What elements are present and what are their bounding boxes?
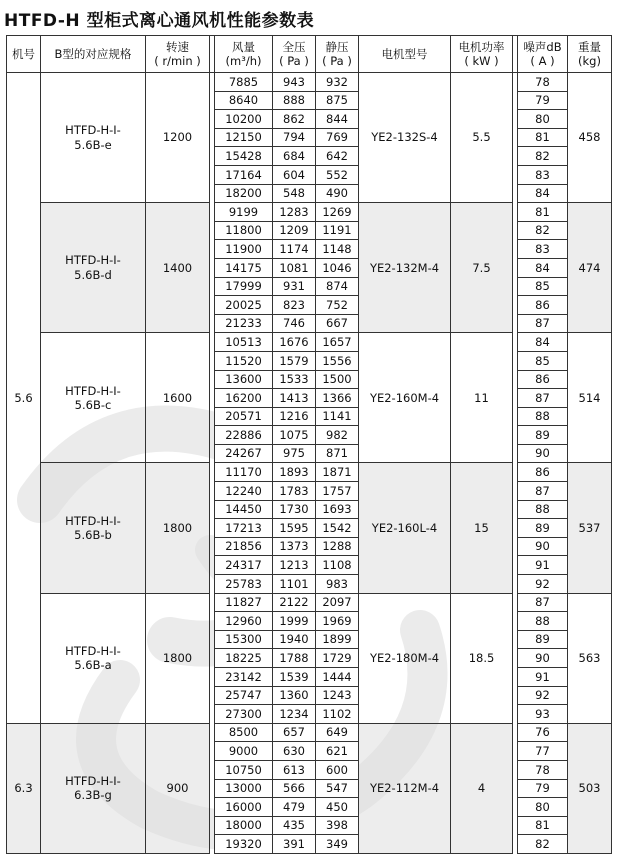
cell-static-pressure: 490 [316, 184, 359, 203]
cell-airflow: 14450 [215, 500, 273, 519]
cell-noise: 90 [518, 537, 568, 556]
cell-airflow: 23142 [215, 668, 273, 687]
cell-total-pressure: 1413 [273, 389, 316, 408]
cell-total-pressure: 391 [273, 835, 316, 854]
cell-airflow: 12150 [215, 128, 273, 147]
cell-static-pressure: 1243 [316, 686, 359, 705]
table-row [7, 723, 612, 742]
table-row [7, 333, 612, 352]
cell-noise: 87 [518, 314, 568, 333]
cell-noise: 90 [518, 444, 568, 463]
cell-static-pressure: 844 [316, 110, 359, 129]
header-total-pressure: 全压 ( Pa ) [273, 36, 316, 73]
cell-total-pressure: 435 [273, 816, 316, 835]
spec-line-2: 5.6B-d [74, 267, 112, 282]
cell-airflow: 13600 [215, 370, 273, 389]
cell-total-pressure: 1579 [273, 351, 316, 370]
cell-motor-power: 7.5 [451, 203, 513, 333]
cell-noise: 91 [518, 556, 568, 575]
cell-noise: 78 [518, 73, 568, 92]
cell-total-pressure: 1999 [273, 612, 316, 631]
cell-spec [41, 73, 146, 203]
cell-total-pressure: 657 [273, 723, 316, 742]
cell-total-pressure: 1940 [273, 630, 316, 649]
cell-static-pressure: 450 [316, 798, 359, 817]
cell-noise: 88 [518, 612, 568, 631]
cell-speed: 1600 [146, 333, 210, 463]
cell-noise: 84 [518, 184, 568, 203]
cell-static-pressure: 983 [316, 575, 359, 594]
cell-total-pressure: 630 [273, 742, 316, 761]
cell-speed: 1800 [146, 463, 210, 593]
spec-line-2: 5.6B-a [74, 658, 112, 673]
cell-machine-no: 5.6 [7, 73, 41, 724]
cell-total-pressure: 566 [273, 779, 316, 798]
cell-static-pressure: 2097 [316, 593, 359, 612]
cell-spec [41, 723, 146, 853]
cell-total-pressure: 1788 [273, 649, 316, 668]
spec-line-1: HTFD-H-I- [65, 253, 121, 268]
cell-airflow: 22886 [215, 426, 273, 445]
cell-airflow: 17213 [215, 519, 273, 538]
table-row [7, 593, 612, 612]
spec-line-2: 6.3B-g [74, 788, 112, 803]
cell-motor-model: YE2-132M-4 [359, 203, 451, 333]
cell-total-pressure: 794 [273, 128, 316, 147]
cell-airflow: 17999 [215, 277, 273, 296]
table-body [7, 73, 612, 854]
cell-airflow: 21233 [215, 314, 273, 333]
cell-noise: 83 [518, 240, 568, 259]
spec-line-1: HTFD-H-I- [65, 123, 121, 138]
cell-static-pressure: 769 [316, 128, 359, 147]
cell-static-pressure: 874 [316, 277, 359, 296]
cell-airflow: 16200 [215, 389, 273, 408]
spec-line-2: 5.6B-b [74, 528, 112, 543]
cell-total-pressure: 1234 [273, 705, 316, 724]
spec-line-1: HTFD-H-I- [65, 773, 121, 788]
spec-line-2: 5.6B-e [74, 137, 112, 152]
cell-noise: 86 [518, 296, 568, 315]
cell-airflow: 13000 [215, 779, 273, 798]
cell-static-pressure: 1102 [316, 705, 359, 724]
cell-noise: 82 [518, 221, 568, 240]
cell-airflow: 15428 [215, 147, 273, 166]
cell-total-pressure: 1101 [273, 575, 316, 594]
cell-static-pressure: 932 [316, 73, 359, 92]
cell-total-pressure: 823 [273, 296, 316, 315]
cell-airflow: 11800 [215, 221, 273, 240]
cell-speed: 1400 [146, 203, 210, 333]
cell-noise: 83 [518, 165, 568, 184]
cell-noise: 87 [518, 389, 568, 408]
cell-static-pressure: 871 [316, 444, 359, 463]
cell-noise: 82 [518, 147, 568, 166]
cell-motor-model: YE2-160L-4 [359, 463, 451, 593]
cell-noise: 89 [518, 630, 568, 649]
cell-airflow: 24267 [215, 444, 273, 463]
cell-total-pressure: 931 [273, 277, 316, 296]
cell-total-pressure: 548 [273, 184, 316, 203]
cell-weight: 474 [568, 203, 612, 333]
cell-motor-power: 15 [451, 463, 513, 593]
cell-airflow: 14175 [215, 258, 273, 277]
cell-total-pressure: 1283 [273, 203, 316, 222]
cell-noise: 81 [518, 203, 568, 222]
page-title: HTFD-H 型柜式离心通风机性能参数表 [4, 11, 315, 31]
cell-airflow: 9199 [215, 203, 273, 222]
cell-noise: 84 [518, 258, 568, 277]
cell-static-pressure: 1871 [316, 463, 359, 482]
cell-spec [41, 593, 146, 723]
cell-static-pressure: 547 [316, 779, 359, 798]
table-row [7, 203, 612, 222]
cell-speed: 1200 [146, 73, 210, 203]
cell-static-pressure: 667 [316, 314, 359, 333]
cell-noise: 89 [518, 519, 568, 538]
cell-total-pressure: 2122 [273, 593, 316, 612]
cell-airflow: 11827 [215, 593, 273, 612]
cell-noise: 93 [518, 705, 568, 724]
cell-total-pressure: 1174 [273, 240, 316, 259]
header-machine-no: 机号 [7, 36, 41, 73]
cell-airflow: 11900 [215, 240, 273, 259]
cell-total-pressure: 1783 [273, 482, 316, 501]
spec-line-1: HTFD-H-I- [65, 643, 121, 658]
cell-motor-power: 4 [451, 723, 513, 853]
header-row [7, 36, 612, 73]
cell-total-pressure: 746 [273, 314, 316, 333]
cell-static-pressure: 600 [316, 760, 359, 779]
cell-noise: 80 [518, 798, 568, 817]
cell-noise: 86 [518, 370, 568, 389]
cell-total-pressure: 613 [273, 760, 316, 779]
cell-total-pressure: 1216 [273, 407, 316, 426]
cell-static-pressure: 1148 [316, 240, 359, 259]
cell-noise: 76 [518, 723, 568, 742]
cell-static-pressure: 1108 [316, 556, 359, 575]
cell-static-pressure: 982 [316, 426, 359, 445]
cell-airflow: 10513 [215, 333, 273, 352]
header-noise: 噪声dB ( A ) [518, 36, 568, 73]
cell-static-pressure: 1366 [316, 389, 359, 408]
cell-total-pressure: 684 [273, 147, 316, 166]
cell-noise: 89 [518, 426, 568, 445]
cell-motor-model: YE2-160M-4 [359, 333, 451, 463]
cell-total-pressure: 604 [273, 165, 316, 184]
cell-airflow: 20571 [215, 407, 273, 426]
cell-noise: 86 [518, 463, 568, 482]
cell-total-pressure: 1213 [273, 556, 316, 575]
cell-total-pressure: 1533 [273, 370, 316, 389]
header-airflow: 风量 (m³/h) [215, 36, 273, 73]
cell-static-pressure: 552 [316, 165, 359, 184]
cell-total-pressure: 1676 [273, 333, 316, 352]
cell-weight: 563 [568, 593, 612, 723]
cell-static-pressure: 1757 [316, 482, 359, 501]
cell-static-pressure: 649 [316, 723, 359, 742]
cell-static-pressure: 398 [316, 816, 359, 835]
cell-motor-power: 18.5 [451, 593, 513, 723]
cell-airflow: 11170 [215, 463, 273, 482]
cell-static-pressure: 1500 [316, 370, 359, 389]
cell-motor-model: YE2-132S-4 [359, 73, 451, 203]
cell-noise: 92 [518, 575, 568, 594]
cell-static-pressure: 1899 [316, 630, 359, 649]
spec-line-1: HTFD-H-I- [65, 383, 121, 398]
cell-noise: 82 [518, 835, 568, 854]
cell-airflow: 10750 [215, 760, 273, 779]
cell-static-pressure: 621 [316, 742, 359, 761]
cell-static-pressure: 1269 [316, 203, 359, 222]
cell-spec [41, 463, 146, 593]
cell-motor-power: 5.5 [451, 73, 513, 203]
cell-static-pressure: 1288 [316, 537, 359, 556]
table-row [7, 463, 612, 482]
cell-weight: 458 [568, 73, 612, 203]
spec-line-2: 5.6B-c [74, 397, 112, 412]
cell-airflow: 9000 [215, 742, 273, 761]
cell-noise: 80 [518, 110, 568, 129]
cell-airflow: 16000 [215, 798, 273, 817]
cell-weight: 537 [568, 463, 612, 593]
spec-line-1: HTFD-H-I- [65, 513, 121, 528]
cell-noise: 84 [518, 333, 568, 352]
cell-static-pressure: 1556 [316, 351, 359, 370]
header-motor-model: 电机型号 [359, 36, 451, 73]
cell-motor-model: YE2-112M-4 [359, 723, 451, 853]
cell-noise: 81 [518, 816, 568, 835]
cell-total-pressure: 1373 [273, 537, 316, 556]
cell-total-pressure: 1730 [273, 500, 316, 519]
header-static-pressure: 静压 ( Pa ) [316, 36, 359, 73]
cell-noise: 90 [518, 649, 568, 668]
cell-airflow: 18000 [215, 816, 273, 835]
cell-total-pressure: 1893 [273, 463, 316, 482]
cell-machine-no: 6.3 [7, 723, 41, 853]
cell-motor-model: YE2-180M-4 [359, 593, 451, 723]
cell-airflow: 24317 [215, 556, 273, 575]
cell-speed: 1800 [146, 593, 210, 723]
cell-weight: 503 [568, 723, 612, 853]
cell-total-pressure: 943 [273, 73, 316, 92]
cell-airflow: 7885 [215, 73, 273, 92]
cell-static-pressure: 875 [316, 91, 359, 110]
cell-total-pressure: 888 [273, 91, 316, 110]
cell-total-pressure: 1209 [273, 221, 316, 240]
cell-spec [41, 203, 146, 333]
cell-airflow: 25747 [215, 686, 273, 705]
cell-total-pressure: 1539 [273, 668, 316, 687]
cell-noise: 81 [518, 128, 568, 147]
header-spec: B型的对应规格 [41, 36, 146, 73]
cell-airflow: 20025 [215, 296, 273, 315]
cell-noise: 87 [518, 593, 568, 612]
cell-spec [41, 333, 146, 463]
cell-motor-power: 11 [451, 333, 513, 463]
cell-noise: 85 [518, 351, 568, 370]
cell-static-pressure: 1141 [316, 407, 359, 426]
cell-static-pressure: 752 [316, 296, 359, 315]
table-row [7, 73, 612, 92]
cell-static-pressure: 642 [316, 147, 359, 166]
cell-airflow: 18225 [215, 649, 273, 668]
cell-noise: 88 [518, 407, 568, 426]
cell-total-pressure: 1081 [273, 258, 316, 277]
cell-noise: 87 [518, 482, 568, 501]
cell-static-pressure: 349 [316, 835, 359, 854]
cell-airflow: 12960 [215, 612, 273, 631]
cell-static-pressure: 1542 [316, 519, 359, 538]
cell-total-pressure: 975 [273, 444, 316, 463]
cell-airflow: 25783 [215, 575, 273, 594]
cell-static-pressure: 1969 [316, 612, 359, 631]
cell-static-pressure: 1191 [316, 221, 359, 240]
cell-noise: 91 [518, 668, 568, 687]
cell-noise: 88 [518, 500, 568, 519]
cell-total-pressure: 479 [273, 798, 316, 817]
cell-total-pressure: 1075 [273, 426, 316, 445]
cell-airflow: 21856 [215, 537, 273, 556]
cell-airflow: 18200 [215, 184, 273, 203]
cell-total-pressure: 862 [273, 110, 316, 129]
cell-airflow: 10200 [215, 110, 273, 129]
cell-speed: 900 [146, 723, 210, 853]
cell-static-pressure: 1693 [316, 500, 359, 519]
cell-noise: 85 [518, 277, 568, 296]
cell-airflow: 27300 [215, 705, 273, 724]
cell-weight: 514 [568, 333, 612, 463]
header-weight: 重量 (kg) [568, 36, 612, 73]
cell-static-pressure: 1729 [316, 649, 359, 668]
cell-airflow: 12240 [215, 482, 273, 501]
cell-noise: 92 [518, 686, 568, 705]
cell-total-pressure: 1595 [273, 519, 316, 538]
header-speed: 转速 ( r/min ) [146, 36, 210, 73]
cell-total-pressure: 1360 [273, 686, 316, 705]
cell-airflow: 19320 [215, 835, 273, 854]
cell-noise: 77 [518, 742, 568, 761]
cell-noise: 78 [518, 760, 568, 779]
cell-airflow: 15300 [215, 630, 273, 649]
cell-airflow: 8640 [215, 91, 273, 110]
cell-static-pressure: 1046 [316, 258, 359, 277]
performance-table [6, 35, 612, 854]
cell-airflow: 11520 [215, 351, 273, 370]
header-motor-power: 电机功率 ( kW ) [451, 36, 513, 73]
cell-noise: 79 [518, 91, 568, 110]
cell-static-pressure: 1444 [316, 668, 359, 687]
cell-noise: 79 [518, 779, 568, 798]
cell-airflow: 17164 [215, 165, 273, 184]
cell-static-pressure: 1657 [316, 333, 359, 352]
cell-airflow: 8500 [215, 723, 273, 742]
